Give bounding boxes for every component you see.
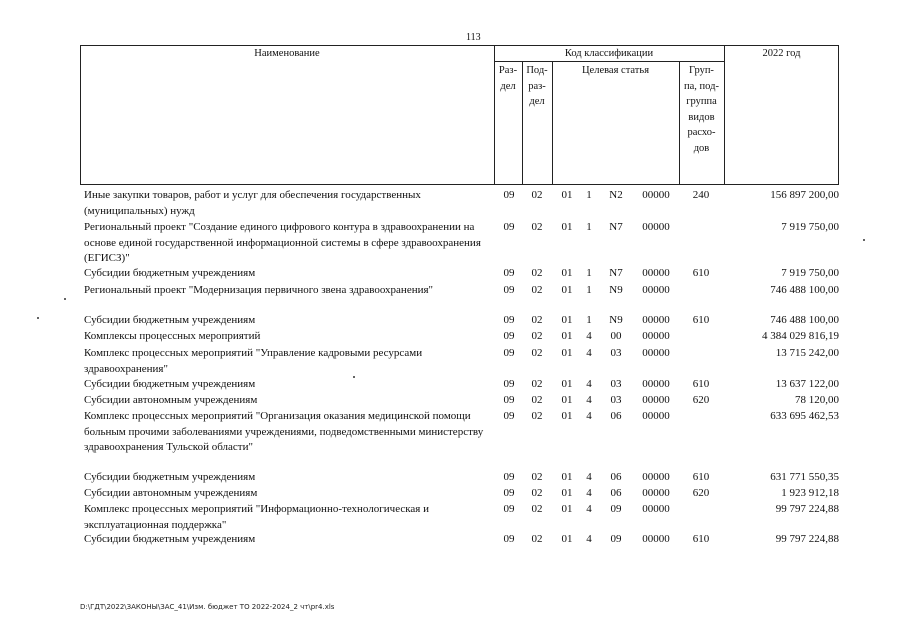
row-code-cs4: 00000: [642, 471, 670, 483]
table-row: [0, 377, 905, 393]
row-code-pr: 02: [531, 284, 543, 296]
table-row: [0, 532, 905, 548]
row-name: Региональный проект "Создание единого цифрового контура в здравоохранении на основе единой государственной информационной системы в сфере здравоохранения (ЕГИСЗ)": [84, 221, 481, 264]
row-code-cs2: 4: [586, 378, 592, 390]
row-name: Комплекс процессных мероприятий "Информационно-технологическая и эксплуатационная поддержка": [84, 503, 429, 531]
row-name: Комплексы процессных мероприятий: [84, 330, 261, 342]
row-code-vr: 610: [692, 533, 710, 545]
row-code-vr: 610: [692, 378, 710, 390]
row-code-pr: 02: [531, 314, 543, 326]
row-code-cs4: 00000: [642, 533, 670, 545]
row-code-cs2: 1: [586, 314, 592, 326]
row-code-cs4: 00000: [642, 284, 670, 296]
row-code-cs2: 4: [586, 503, 592, 515]
row-code-cs3: 09: [610, 503, 622, 515]
row-name: Субсидии бюджетным учреждениям: [84, 471, 256, 483]
row-code-cs3: 03: [610, 347, 622, 359]
row-code-cs3: N9: [609, 284, 623, 296]
row-code-cs1: 01: [561, 314, 573, 326]
row-name: Субсидии бюджетным учреждениям: [84, 267, 256, 279]
row-code-vr: 610: [692, 314, 710, 326]
row-code-rz: 09: [503, 189, 515, 201]
row-code-cs2: 4: [586, 487, 592, 499]
row-code-vr: 620: [692, 394, 710, 406]
row-code-cs2: 4: [586, 410, 592, 422]
row-code-cs4: 00000: [642, 378, 670, 390]
row-code-pr: 02: [531, 378, 543, 390]
table-row: [0, 283, 905, 299]
header-group: Груп- па, под- группа видов расхо- дов: [684, 65, 719, 154]
row-code-vr: 610: [692, 267, 710, 279]
row-name: Комплекс процессных мероприятий "Организация оказания медицинской помощи больным прочими заболеваниями учреждениями, подведомственными министерству здравоохранения Тульской области": [84, 410, 484, 453]
row-code-rz: 09: [503, 378, 515, 390]
row-code-cs2: 4: [586, 394, 592, 406]
row-code-cs1: 01: [561, 267, 573, 279]
table-row: [0, 486, 905, 502]
table-row: [0, 188, 905, 217]
row-code-cs2: 4: [586, 533, 592, 545]
row-name: Региональный проект "Модернизация первичного звена здравоохранения": [84, 284, 434, 296]
row-code-cs2: 1: [586, 189, 592, 201]
row-code-pr: 02: [531, 221, 543, 233]
table-row: [0, 502, 905, 531]
row-amount: 7 919 750,00: [781, 267, 839, 279]
row-name: Комплекс процессных мероприятий "Управление кадровыми ресурсами здравоохранения": [84, 347, 423, 375]
row-code-cs3: 00: [610, 330, 622, 342]
row-code-pr: 02: [531, 189, 543, 201]
row-code-pr: 02: [531, 471, 543, 483]
row-code-pr: 02: [531, 533, 543, 545]
page-number: 113: [466, 32, 481, 43]
header-target: Целевая статья: [581, 65, 650, 76]
table-row: [0, 220, 905, 264]
row-code-cs1: 01: [561, 503, 573, 515]
row-code-cs3: 06: [610, 487, 622, 499]
row-code-rz: 09: [503, 410, 515, 422]
row-code-rz: 09: [503, 267, 515, 279]
row-code-pr: 02: [531, 487, 543, 499]
table-row: [0, 409, 905, 453]
row-code-cs1: 01: [561, 410, 573, 422]
row-amount: 99 797 224,88: [775, 503, 839, 515]
row-code-rz: 09: [503, 487, 515, 499]
row-amount: 13 637 122,00: [775, 378, 839, 390]
header-name: Наименование: [254, 48, 320, 59]
row-code-cs4: 00000: [642, 314, 670, 326]
row-code-cs4: 00000: [642, 189, 670, 201]
row-code-cs1: 01: [561, 330, 573, 342]
row-code-cs4: 00000: [642, 330, 670, 342]
row-code-cs3: 06: [610, 410, 622, 422]
row-code-pr: 02: [531, 267, 543, 279]
row-code-cs3: N2: [609, 189, 623, 201]
row-code-cs4: 00000: [642, 347, 670, 359]
row-code-vr: 610: [692, 471, 710, 483]
scan-speck: [863, 239, 865, 241]
row-code-rz: 09: [503, 284, 515, 296]
row-amount: 13 715 242,00: [775, 347, 839, 359]
row-name: Субсидии бюджетным учреждениям: [84, 378, 256, 390]
row-code-cs2: 1: [586, 221, 592, 233]
row-amount: 78 120,00: [795, 394, 839, 406]
scan-speck: [353, 376, 355, 378]
row-code-cs1: 01: [561, 533, 573, 545]
row-code-cs1: 01: [561, 221, 573, 233]
row-code-cs4: 00000: [642, 221, 670, 233]
row-name: Субсидии автономным учреждениям: [84, 487, 258, 499]
row-code-cs3: 09: [610, 533, 622, 545]
row-code-pr: 02: [531, 503, 543, 515]
row-amount: 631 771 550,35: [770, 471, 839, 483]
row-name: Субсидии бюджетным учреждениям: [84, 314, 256, 326]
row-code-cs1: 01: [561, 394, 573, 406]
row-code-rz: 09: [503, 533, 515, 545]
row-code-rz: 09: [503, 221, 515, 233]
row-code-cs1: 01: [561, 347, 573, 359]
file-path: D:\ГДТ\2022\ЗАКОНЫ\ЗАС_41\Изм. бюджет ТО 2022-2024_2 чт\pr4.xls: [80, 603, 335, 611]
header-divider: [724, 45, 725, 185]
scan-speck: [64, 298, 66, 300]
row-code-cs4: 00000: [642, 503, 670, 515]
row-code-rz: 09: [503, 394, 515, 406]
row-amount: 4 384 029 816,19: [762, 330, 839, 342]
row-amount: 7 919 750,00: [781, 221, 839, 233]
row-name: Субсидии автономным учреждениям: [84, 394, 258, 406]
row-name: Иные закупки товаров, работ и услуг для обеспечения государственных (муниципальных) нужд: [84, 189, 421, 217]
row-code-cs2: 4: [586, 347, 592, 359]
row-name: Субсидии бюджетным учреждениям: [84, 533, 256, 545]
row-code-cs4: 00000: [642, 487, 670, 499]
row-code-pr: 02: [531, 330, 543, 342]
row-code-vr: 620: [692, 487, 710, 499]
row-code-cs1: 01: [561, 189, 573, 201]
header-divider: [552, 61, 553, 185]
row-code-cs3: 06: [610, 471, 622, 483]
row-amount: 1 923 912,18: [781, 487, 839, 499]
row-code-cs2: 1: [586, 267, 592, 279]
row-code-rz: 09: [503, 503, 515, 515]
row-code-rz: 09: [503, 347, 515, 359]
scan-speck: [37, 317, 39, 319]
header-podrazdel: Под- раз- дел: [526, 65, 548, 107]
row-code-cs3: N7: [609, 221, 623, 233]
row-amount: 156 897 200,00: [770, 189, 839, 201]
table-row: [0, 329, 905, 345]
row-amount: 99 797 224,88: [775, 533, 839, 545]
row-code-cs3: N9: [609, 314, 623, 326]
row-code-cs4: 00000: [642, 267, 670, 279]
row-code-cs2: 4: [586, 471, 592, 483]
row-amount: 746 488 100,00: [770, 284, 839, 296]
table-row: [0, 470, 905, 486]
row-code-cs2: 1: [586, 284, 592, 296]
row-amount: 746 488 100,00: [770, 314, 839, 326]
row-code-rz: 09: [503, 330, 515, 342]
row-code-cs4: 00000: [642, 410, 670, 422]
row-code-cs1: 01: [561, 284, 573, 296]
header-razdel: Раз- дел: [498, 65, 518, 92]
row-code-cs3: N7: [609, 267, 623, 279]
row-code-rz: 09: [503, 471, 515, 483]
row-code-cs1: 01: [561, 378, 573, 390]
row-code-vr: 240: [692, 189, 710, 201]
table-row: [0, 313, 905, 329]
header-year: 2022 год: [762, 48, 801, 59]
table-row: [0, 346, 905, 375]
table-row: [0, 266, 905, 282]
row-code-pr: 02: [531, 410, 543, 422]
row-code-cs4: 00000: [642, 394, 670, 406]
row-code-rz: 09: [503, 314, 515, 326]
row-code-cs1: 01: [561, 487, 573, 499]
row-code-cs1: 01: [561, 471, 573, 483]
header-code-group: Код классификации: [564, 48, 654, 59]
row-code-cs3: 03: [610, 378, 622, 390]
row-code-cs3: 03: [610, 394, 622, 406]
row-code-pr: 02: [531, 394, 543, 406]
row-amount: 633 695 462,53: [770, 410, 839, 422]
table-row: [0, 393, 905, 409]
row-code-cs2: 4: [586, 330, 592, 342]
table-header: [80, 45, 839, 185]
row-code-pr: 02: [531, 347, 543, 359]
